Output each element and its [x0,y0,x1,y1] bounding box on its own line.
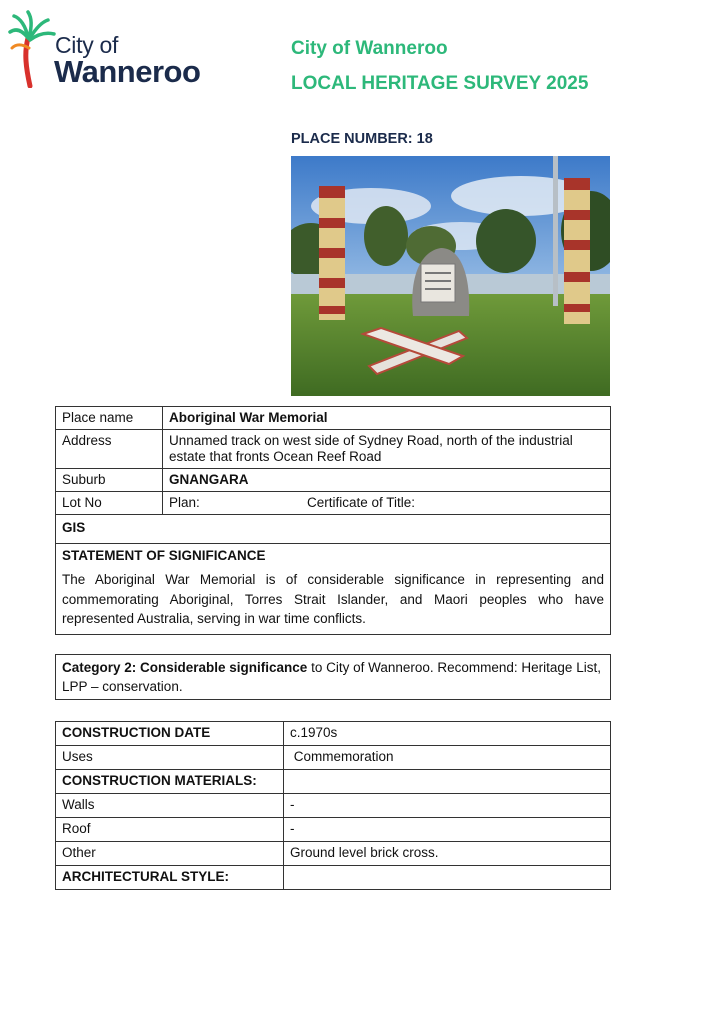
construction-materials-label: CONSTRUCTION MATERIALS: [56,770,284,794]
table-row [56,866,611,890]
document-subtitle: LOCAL HERITAGE SURVEY 2025 [291,73,589,94]
significance-heading: STATEMENT OF SIGNIFICANCE [62,548,266,563]
table-row [56,842,611,866]
construction-date-label: CONSTRUCTION DATE [56,722,284,746]
city-logo [8,8,228,88]
suburb-label: Suburb [56,469,163,492]
lot-value-cell [163,492,611,515]
table-row [56,469,611,492]
roof-value: - [284,818,611,842]
memorial-photo [291,156,610,396]
uses-label: Uses [56,746,284,770]
roof-label: Roof [56,818,284,842]
table-row [56,515,611,544]
table-row [56,794,611,818]
kangaroo-paw-icon [8,8,58,88]
place-details-table [55,406,611,635]
table-row [56,722,611,746]
table-row [56,407,611,430]
table-row [56,492,611,515]
lot-label: Lot No [56,492,163,515]
table-row [56,818,611,842]
document-title: City of Wanneroo [291,38,448,59]
logo-text-wanneroo: Wanneroo [54,54,201,89]
place-name-label: Place name [56,407,163,430]
uses-value: Commemoration [284,746,611,770]
gis-label: GIS [56,515,611,544]
significance-text: The Aboriginal War Memorial is of considerable significance in representing and commemorating Aboriginal, Torres Strait Islander, and Maori peoples who have represented Australia, serving in war time conflicts. [62,572,604,626]
significance-cell [56,544,611,635]
construction-materials-value [284,770,611,794]
place-name-value: Aboriginal War Memorial [163,407,611,430]
category-text: to City of Wanneroo. Recommend: Heritage List, LPP – conservation. [62,660,601,694]
category-box [55,654,611,700]
architectural-style-label: ARCHITECTURAL STYLE: [56,866,284,890]
table-row [56,544,611,635]
table-row [56,746,611,770]
walls-value: - [284,794,611,818]
other-value: Ground level brick cross. [284,842,611,866]
construction-date-value: c.1970s [284,722,611,746]
table-row [56,430,611,469]
table-row [56,770,611,794]
certificate-label: Certificate of Title: [307,495,416,510]
category-heading: Category 2: Considerable significance [62,660,308,675]
address-label: Address [56,430,163,469]
address-value: Unnamed track on west side of Sydney Road, north of the industrial estate that fronts Ocean Reef Road [163,430,611,469]
suburb-value: GNANGARA [163,469,611,492]
walls-label: Walls [56,794,284,818]
logo-text-city-of: City of [55,32,119,58]
other-label: Other [56,842,284,866]
plan-label: Plan: [169,495,200,510]
architectural-style-value [284,866,611,890]
place-number: PLACE NUMBER: 18 [291,131,433,147]
construction-table [55,721,611,890]
